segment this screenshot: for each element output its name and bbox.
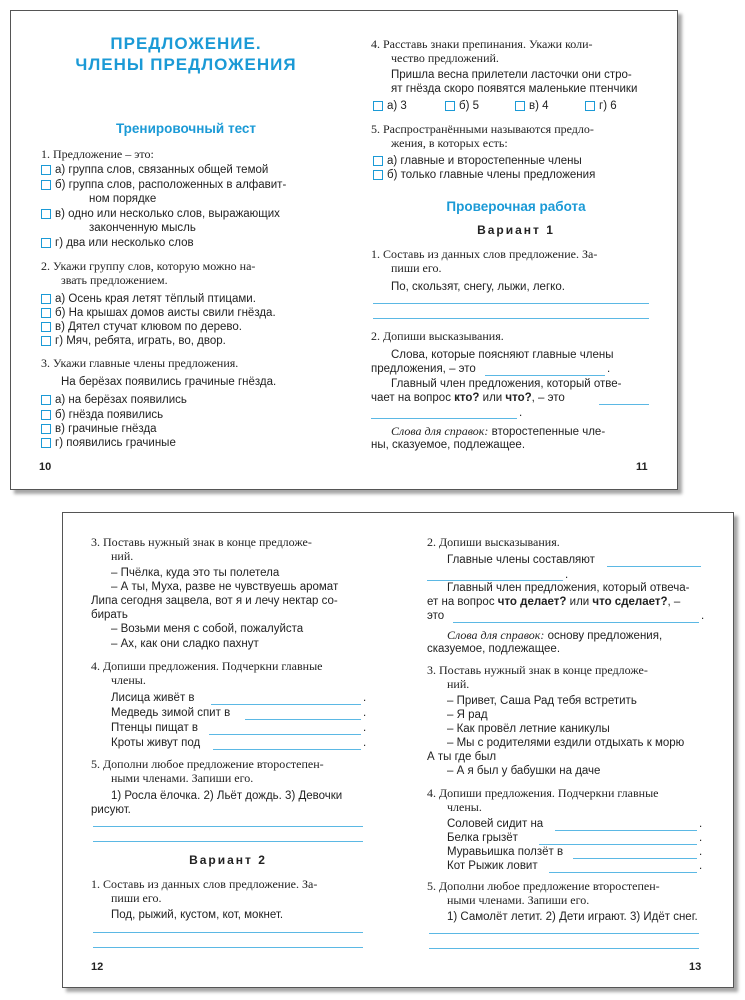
task-1: 1. Составь из данных слов предложение. За-: [91, 877, 318, 891]
option-2d[interactable]: [41, 334, 226, 348]
option-1b[interactable]: [41, 178, 286, 192]
bold-text: что сделает?: [592, 596, 668, 608]
checkbox[interactable]: [515, 101, 525, 111]
checkbox[interactable]: [41, 395, 51, 405]
sentence-4: Кот Рыжик ловит: [447, 860, 538, 872]
sentence-1: Лисица живёт в: [111, 692, 195, 704]
option-label: б) На крышах домов аисты свили гнёзда.: [55, 307, 276, 319]
answer-line[interactable]: [607, 566, 701, 567]
sentence-3: Птенцы пищат в: [111, 722, 199, 734]
option-label: в) грачиные гнёзда: [55, 423, 157, 435]
dot: .: [363, 722, 367, 734]
option-3c[interactable]: [41, 422, 157, 436]
checkbox[interactable]: [41, 410, 51, 420]
question-5: 5. Распространёнными называются предло-: [371, 122, 594, 136]
answer-line[interactable]: [549, 872, 697, 873]
option-3d[interactable]: [41, 436, 176, 450]
title-line-1: ПРЕДЛОЖЕНИЕ.: [110, 34, 262, 53]
question-4-cont: чество предложений.: [391, 51, 499, 65]
option-label: а) Осень края летят тёплый птицами.: [55, 293, 256, 305]
question-5-text: 1) Самолёт летит. 2) Дети играют. 3) Идёт снег.: [447, 911, 698, 923]
option-label: б) только главные члены предложения: [387, 169, 596, 181]
dot: .: [699, 818, 703, 830]
option-1d[interactable]: [41, 236, 194, 250]
option-3a[interactable]: [41, 393, 187, 407]
page-13: [399, 513, 733, 987]
question-1: 1. Предложение – это:: [41, 147, 154, 161]
text: или: [569, 596, 590, 608]
checkbox[interactable]: [41, 322, 51, 332]
text: чает на вопрос: [371, 392, 451, 404]
option-label: в) 4: [529, 100, 549, 112]
dialog-2: – Я рад: [447, 709, 488, 721]
question-2: 2. Допиши высказывания.: [427, 535, 560, 549]
answer-line[interactable]: [209, 734, 361, 735]
line-1: – Пчёлка, куда это ты полетела: [111, 567, 280, 579]
option-label: а) на берёзах появились: [55, 394, 187, 406]
dialog-6: – А я был у бабушки на даче: [447, 765, 601, 777]
answer-line[interactable]: [453, 622, 699, 623]
question-4-text-2: ят гнёзда скоро появятся маленькие птенчики: [391, 83, 638, 95]
section-subtitle: Проверочная работа: [446, 199, 586, 214]
question-2-cont: звать предложением.: [61, 273, 168, 287]
question-5-text: 1) Росла ёлочка. 2) Льёт дождь. 3) Девочки: [111, 790, 343, 802]
dot: .: [363, 692, 367, 704]
answer-line[interactable]: [213, 749, 361, 750]
question-4-text-1: Пришла весна прилетели ласточки они стро-: [391, 69, 632, 81]
checkbox[interactable]: [41, 336, 51, 346]
option-2c[interactable]: [41, 320, 242, 334]
dialog-5: А ты где был: [427, 751, 497, 763]
option-label: в) одно или несколько слов, выражающих: [55, 208, 280, 220]
checkbox[interactable]: [41, 308, 51, 318]
sentence-1: Соловей сидит на: [447, 818, 544, 830]
answer-line[interactable]: [429, 948, 699, 949]
option-1a[interactable]: [41, 163, 268, 177]
answer-line[interactable]: [555, 830, 697, 831]
option-label: г) два или несколько слов: [55, 237, 194, 249]
task-2-text-2: предложения, – это: [371, 363, 476, 375]
option-4a[interactable]: [373, 99, 407, 113]
reference-label: Слова для справок:: [391, 424, 489, 438]
question-5-cont: жения, в которых есть:: [391, 136, 508, 150]
question-5-text-2: рисуют.: [91, 804, 131, 816]
question-5-cont: ными членами. Запиши его.: [447, 893, 590, 907]
title-line-2: ЧЛЕНЫ ПРЕДЛОЖЕНИЯ: [75, 55, 297, 74]
option-2b[interactable]: [41, 306, 276, 320]
question-3-cont: ний.: [111, 549, 134, 563]
dialog-1: – Привет, Саша Рад тебя встретить: [447, 695, 637, 707]
option-label: б) группа слов, расположенных в алфавит-: [55, 179, 287, 191]
option-4c[interactable]: [515, 99, 549, 113]
section-subtitle: Тренировочный тест: [115, 121, 257, 136]
option-3b[interactable]: [41, 408, 163, 422]
checkbox[interactable]: [41, 294, 51, 304]
option-4b[interactable]: [445, 99, 479, 113]
option-label: а) группа слов, связанных общей темой: [55, 164, 269, 176]
sentence-3: Муравьишка ползёт в: [447, 846, 564, 858]
dot: .: [699, 832, 703, 844]
question-3-sentence: На берёзах появились грачиные гнёзда.: [61, 376, 277, 388]
option-4d[interactable]: [585, 99, 617, 113]
question-4: 4. Расставь знаки препинания. Укажи коли-: [371, 37, 593, 51]
line-3: Липа сегодня зацвела, вот я и лечу нектар со-: [91, 595, 338, 607]
dialog-3: – Как провёл летние каникулы: [447, 723, 610, 735]
option-label: б) гнёзда появились: [55, 409, 164, 421]
answer-line[interactable]: [245, 719, 361, 720]
option-2a[interactable]: [41, 292, 256, 306]
option-label: в) Дятел стучат клювом по дерево.: [55, 321, 242, 333]
question-4: 4. Допиши предложения. Подчеркни главные: [427, 786, 659, 800]
dot: .: [519, 407, 523, 419]
option-label: б) 5: [459, 100, 480, 112]
top-spread: [10, 10, 678, 490]
answer-line[interactable]: [373, 318, 649, 319]
reference-line-2: ны, сказуемое, подлежащее.: [371, 439, 526, 451]
option-5a[interactable]: [373, 154, 582, 168]
line-3: [427, 595, 680, 609]
checkbox[interactable]: [373, 156, 383, 166]
option-1c-cont: законченную мысль: [89, 222, 196, 234]
page-11: [351, 11, 677, 489]
line-2: – А ты, Муха, разве не чувствуешь аромат: [111, 581, 339, 593]
checkbox[interactable]: [41, 209, 51, 219]
answer-line[interactable]: [599, 404, 649, 405]
line-2: Главный член предложения, который отвеча-: [447, 582, 690, 594]
text: второстепенные чле-: [488, 426, 606, 438]
question-3: 3. Укажи главные члены предложения.: [41, 356, 239, 370]
checkbox[interactable]: [41, 424, 51, 434]
task-1-cont: пиши его.: [391, 261, 442, 275]
reference-line-1: [447, 628, 662, 643]
text: , –: [667, 596, 681, 608]
page-12: [63, 513, 399, 987]
option-label: г) 6: [599, 100, 617, 112]
answer-line[interactable]: [211, 704, 361, 705]
checkbox[interactable]: [445, 101, 455, 111]
task-1-words: По, скользят, снегу, лыжи, легко.: [391, 281, 565, 293]
bold-text: что делает?: [497, 596, 567, 608]
question-5: 5. Дополни любое предложение второстепен-: [91, 757, 324, 771]
task-1-cont: пиши его.: [111, 891, 162, 905]
sentence-2: Белка грызёт: [447, 832, 518, 844]
task-1-words: Под, рыжий, кустом, кот, мокнет.: [111, 909, 284, 921]
page-number: 12: [91, 961, 104, 973]
page-title: [71, 33, 301, 75]
line-6: – Ах, как они сладко пахнут: [111, 638, 259, 650]
checkbox[interactable]: [585, 101, 595, 111]
question-4-cont: члены.: [447, 800, 482, 814]
question-3: 3. Поставь нужный знак в конце предложе-: [427, 663, 648, 677]
question-3: 3. Поставь нужный знак в конце предложе-: [91, 535, 312, 549]
bold-text: кто?: [454, 392, 480, 404]
task-2: 2. Допиши высказывания.: [371, 329, 504, 343]
dot: .: [363, 737, 367, 749]
text: ет на вопрос: [427, 596, 495, 608]
question-4-cont: члены.: [111, 673, 146, 687]
text: основу предложения,: [544, 630, 663, 642]
answer-line[interactable]: [429, 933, 699, 934]
dot: .: [699, 860, 703, 872]
option-label: г) появились грачиные: [55, 437, 176, 449]
question-5: 5. Дополни любое предложение второстепен-: [427, 879, 660, 893]
checkbox[interactable]: [373, 101, 383, 111]
option-5b[interactable]: [373, 168, 595, 182]
answer-line[interactable]: [93, 947, 363, 948]
line-4: бирать: [91, 609, 128, 621]
answer-line[interactable]: [93, 841, 363, 842]
question-5-cont: ными членами. Запиши его.: [111, 771, 254, 785]
variant-heading: Вариант 1: [477, 223, 555, 237]
dot: .: [701, 610, 705, 622]
question-3-cont: ний.: [447, 677, 470, 691]
checkbox[interactable]: [41, 438, 51, 448]
answer-line[interactable]: [371, 418, 517, 419]
dot: .: [363, 707, 367, 719]
bottom-spread: [62, 512, 734, 988]
page-number: 11: [636, 461, 648, 473]
task-2-text-3: Главный член предложения, который отве-: [391, 378, 622, 390]
variant-heading: Вариант 2: [189, 853, 267, 867]
line-5: – Возьми меня с собой, пожалуйста: [111, 623, 304, 635]
answer-line[interactable]: [373, 303, 649, 304]
reference-line-1: [391, 424, 605, 439]
answer-line[interactable]: [93, 826, 363, 827]
checkbox[interactable]: [41, 238, 51, 248]
question-2: 2. Укажи группу слов, которую можно на-: [41, 259, 256, 273]
dot: .: [607, 363, 611, 375]
option-label: г) Мяч, ребята, играть, во, двор.: [55, 335, 226, 347]
sentence-2: Медведь зимой спит в: [111, 707, 231, 719]
text: , – это: [531, 392, 565, 404]
page-10: [11, 11, 351, 489]
option-1c[interactable]: [41, 207, 280, 221]
dot: .: [699, 846, 703, 858]
line-1: Главные члены составляют: [447, 554, 595, 566]
sentence-4: Кроты живут под: [111, 737, 201, 749]
line-4: это: [427, 610, 445, 622]
answer-line[interactable]: [485, 375, 605, 376]
question-4: 4. Допиши предложения. Подчеркни главные: [91, 659, 323, 673]
dot: .: [565, 569, 569, 581]
option-1b-cont: ном порядке: [89, 193, 157, 205]
checkbox[interactable]: [41, 180, 51, 190]
page-number: 13: [689, 961, 702, 973]
checkbox[interactable]: [41, 165, 51, 175]
reference-line-2: сказуемое, подлежащее.: [427, 643, 561, 655]
option-label: а) 3: [387, 100, 407, 112]
task-2-text-1: Слова, которые поясняют главные члены: [391, 349, 614, 361]
text: или: [482, 392, 503, 404]
dialog-4: – Мы с родителями ездили отдыхать к морю: [447, 737, 685, 749]
page-number: 10: [39, 461, 52, 473]
task-1: 1. Составь из данных слов предложение. За-: [371, 247, 598, 261]
answer-line[interactable]: [573, 858, 697, 859]
reference-label: Слова для справок:: [447, 628, 545, 642]
checkbox[interactable]: [373, 170, 383, 180]
answer-line[interactable]: [93, 932, 363, 933]
task-2-text-4: [371, 391, 565, 405]
bold-text: что?: [505, 392, 532, 404]
option-label: а) главные и второстепенные члены: [387, 155, 582, 167]
